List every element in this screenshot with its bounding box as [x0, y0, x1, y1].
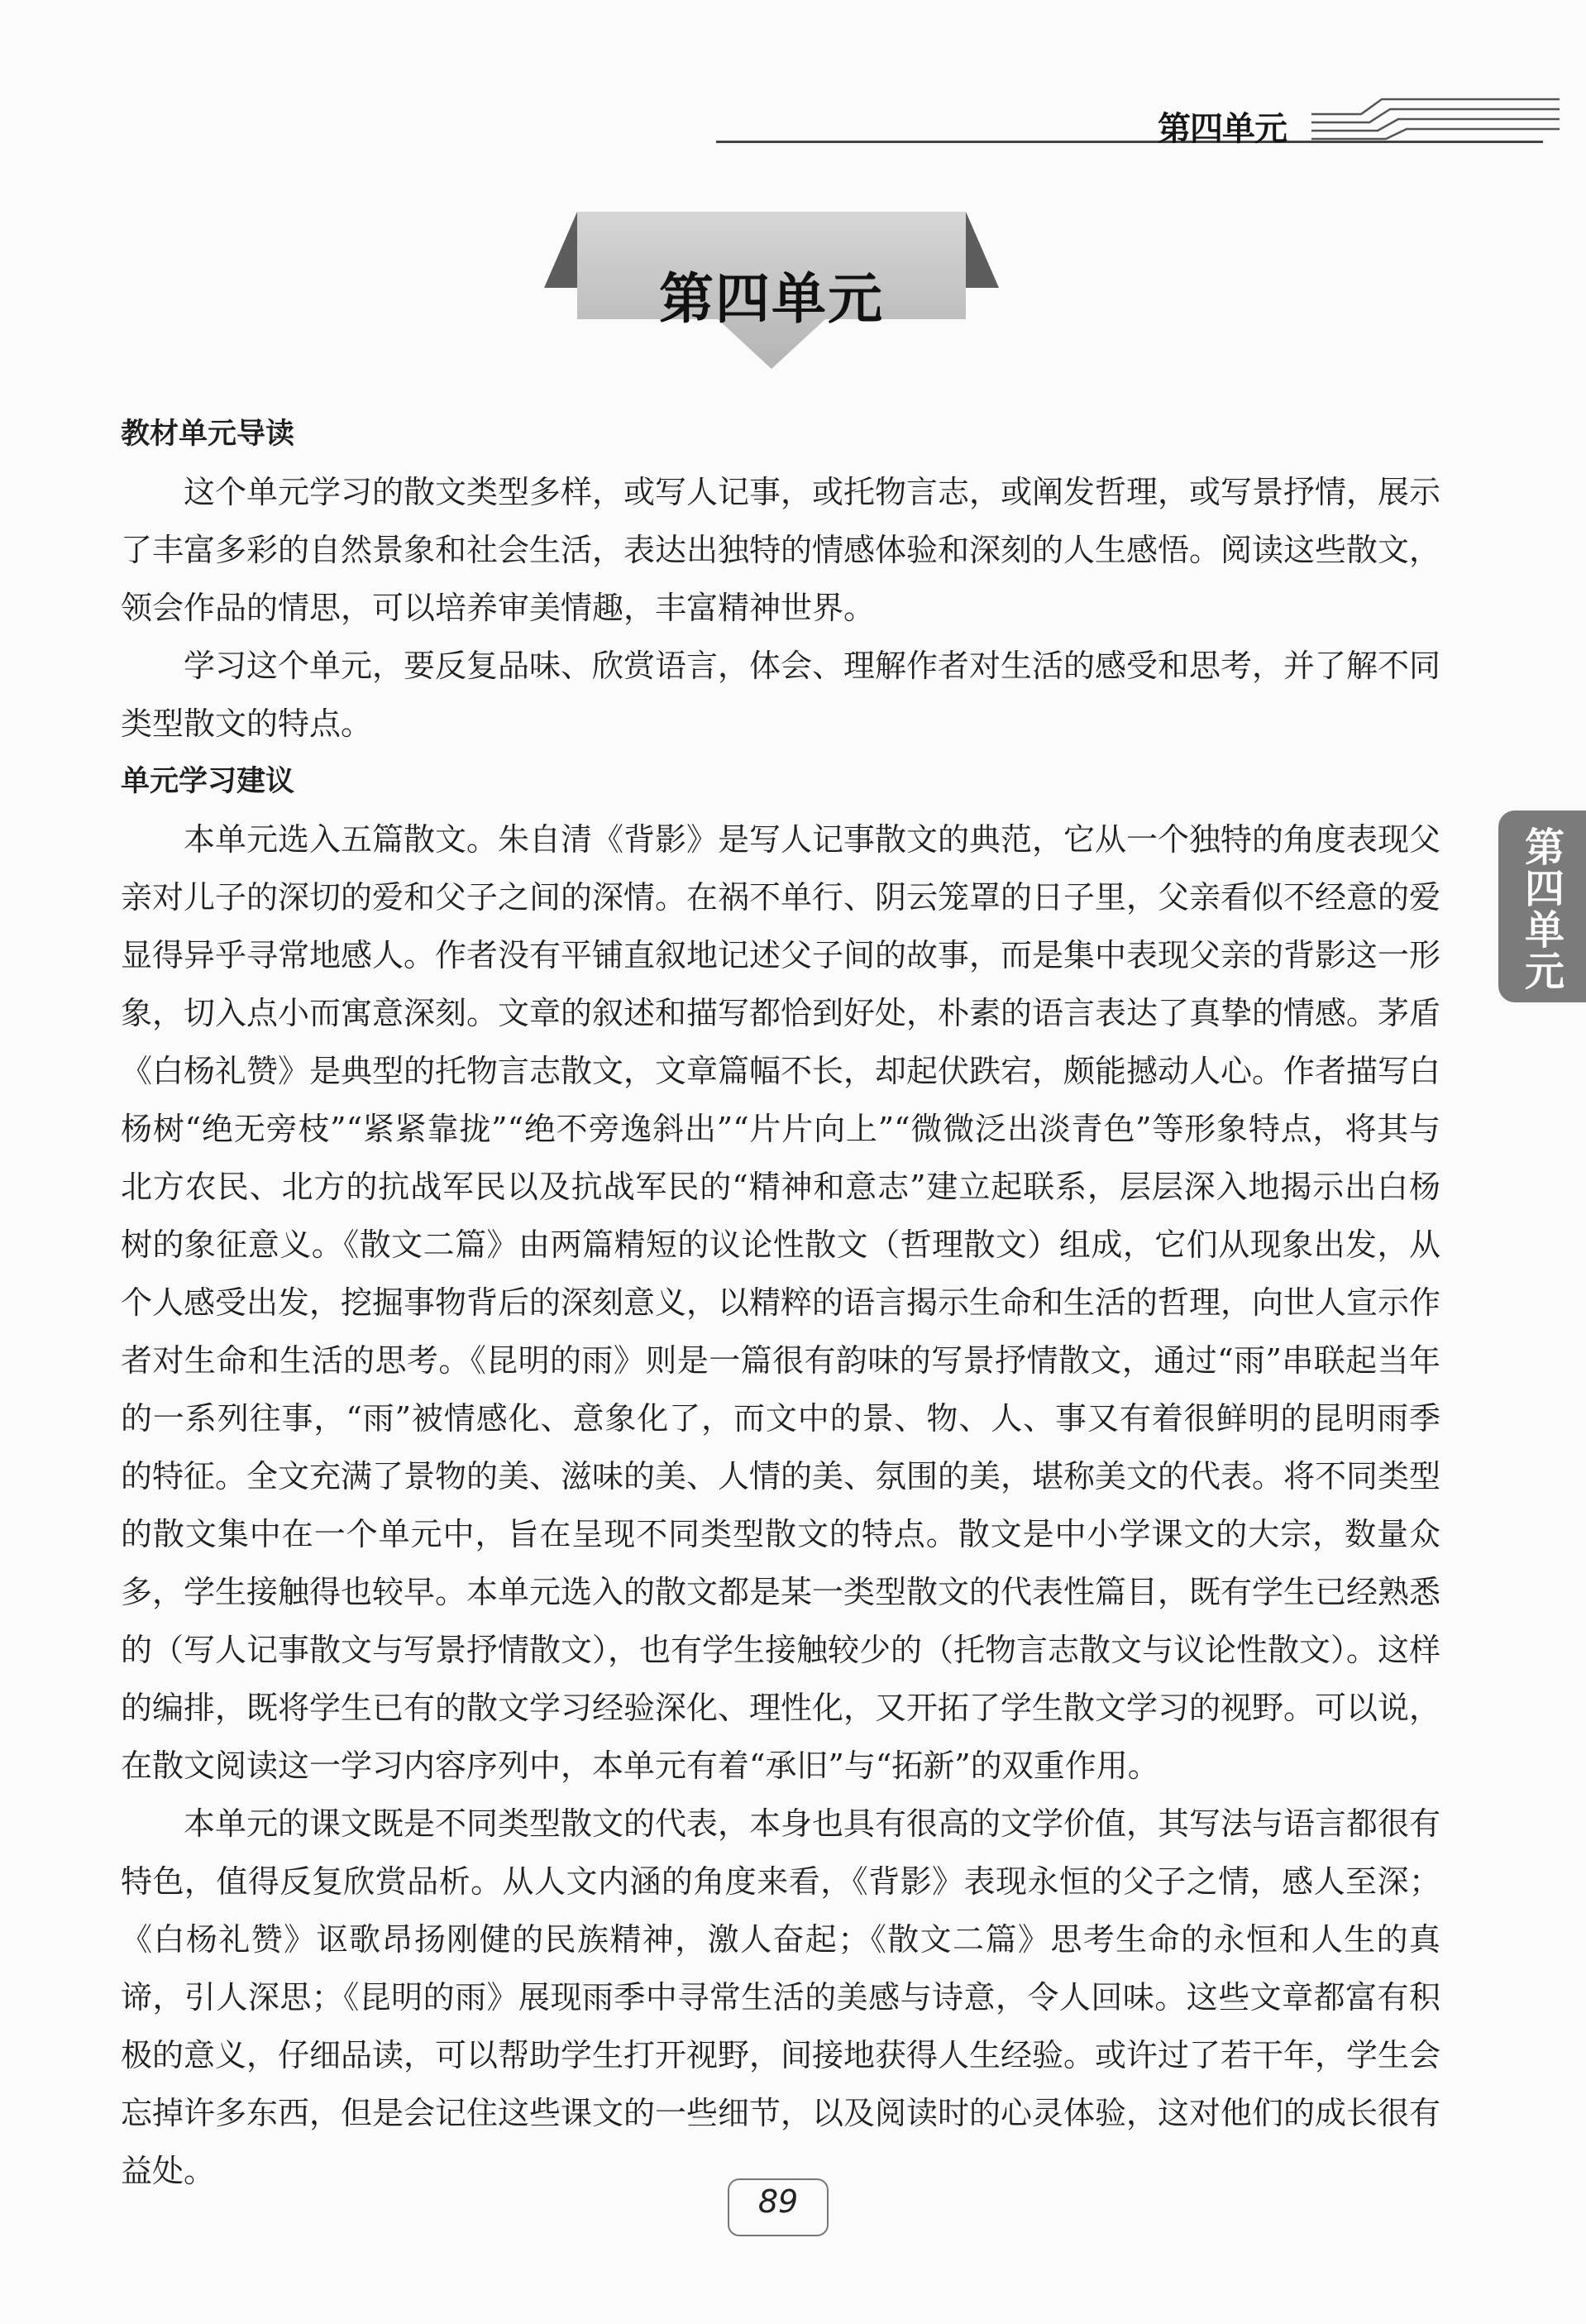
paragraph: 这个单元学习的散文类型多样，或写人记事，或托物言志，或阐发哲理，或写景抒情，展示了丰富多彩的自然景象和社会生活，表达出独特的情感体验和深刻的人生感悟。阅读这些散文，领会作品的情思，可以培养审美情趣，丰富精神世界。 — [121, 474, 1441, 626]
running-header-title: 第四单元 — [1158, 110, 1287, 148]
section-heading-suggestions: 单元学习建议 — [121, 765, 295, 798]
unit-title: 第四单元 — [659, 267, 884, 331]
paragraph: 本单元选入五篇散文。朱自清《背影》是写人记事散文的典范，它从一个独特的角度表现父亲对儿子的深切的爱和父子之间的深情。在祸不单行、阴云笼罩的日子里，父亲看似不经意的爱显得异乎寻常地感人。作者没有平铺直叙地记述父子间的故事，而是集中表现父亲的背影这一形象，切入点小而寓意深刻。文章的叙述和描写都恰到好处，朴素的语言表达了真挚的情感。茅盾《白杨礼赞》是典型的托物言志散文，文章篇幅不长，却起伏跌宕，颇能撼动人心。作者描写白杨树“绝无旁枝”“紧紧靠拢”“绝不旁逸斜出”“片片向上”“微微泛出淡青色”等形象特点，将其与北方农民、北方的抗战军民以及抗战军民的“精神和意志”建立起联系，层层深入地揭示出白杨树的象征意义。《散文二篇》由两篇精短的议论性散文（哲理散文）组成，它们从现象出发，从个人感受出发，挖掘事物背后的深刻意义，以精粹的语言揭示生命和生活的哲理，向世人宣示作者对生命和生活的思考。《昆明的雨》则是一篇很有韵味的写景抒情散文，通过“雨”串联起当年的一系列往事，“雨”被情感化、意象化了，而文中的景、物、人、事又有着很鲜明的昆明雨季的特征。全文充满了景物的美、滋味的美、人情的美、氛围的美，堪称美文的代表。将不同类型的散文集中在一个单元中，旨在呈现不同类型散文的特点。散文是中小学课文的大宗，数量众多，学生接触得也较早。本单元选入的散文都是某一类型散文的代表性篇目，既有学生已经熟悉的（写人记事散文与写景抒情散文），也有学生接触较少的（托物言志散文与议论性散文）。这样的编排，既将学生已有的散文学习经验深化、理性化，又开拓了学生散文学习的视野。可以说，在散文阅读这一学习内容序列中，本单元有着“承旧”与“拓新”的双重作用。 — [121, 821, 1441, 1784]
paragraph: 学习这个单元，要反复品味、欣赏语言，体会、理解作者对生活的感受和思考，并了解不同类型散文的特点。 — [121, 648, 1441, 742]
section-heading-guide: 教材单元导读 — [121, 418, 295, 451]
page-number: 89 — [757, 2183, 799, 2220]
page-content — [121, 405, 1440, 2200]
paragraph: 本单元的课文既是不同类型散文的代表，本身也具有很高的文学价值，其写法与语言都很有特色，值得反复欣赏品析。从人文内涵的角度来看，《背影》表现永恒的父子之情，感人至深；《白杨礼赞》讴歌昂扬刚健的民族精神，激人奋起；《散文二篇》思考生命的永恒和人生的真谛，引人深思；《昆明的雨》展现雨季中寻常生活的美感与诗意，令人回味。这些文章都富有积极的意义，仔细品读，可以帮助学生打开视野，间接地获得人生经验。或许过了若干年，学生会忘掉许多东西，但是会记住这些课文的一些细节，以及阅读时的心灵体验，这对他们的成长很有益处。 — [121, 1805, 1441, 2189]
header-decorative-lines — [1311, 83, 1560, 149]
side-chapter-tab-label: 第四单元 — [1524, 825, 1565, 995]
